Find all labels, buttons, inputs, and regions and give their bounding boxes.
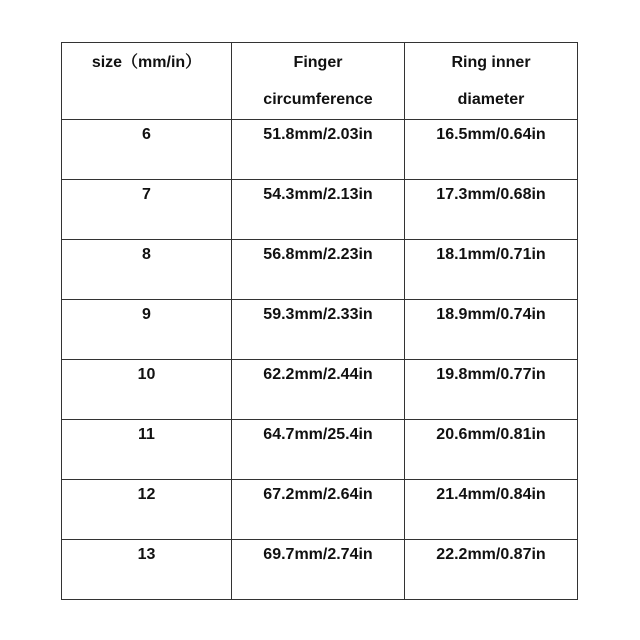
cell-diameter: 20.6mm/0.81in bbox=[405, 420, 578, 480]
table-row bbox=[62, 420, 578, 480]
table-header bbox=[62, 43, 578, 120]
cell-diameter: 21.4mm/0.84in bbox=[405, 480, 578, 540]
cell-size: 6 bbox=[62, 120, 232, 180]
cell-diameter: 22.2mm/0.87in bbox=[405, 540, 578, 600]
header-diameter-line2: diameter bbox=[457, 91, 525, 108]
table-row bbox=[62, 120, 578, 180]
header-size-label: size（mm/in） bbox=[91, 54, 202, 71]
cell-circumference: 69.7mm/2.74in bbox=[232, 540, 405, 600]
ring-size-table bbox=[61, 42, 578, 600]
header-circumference-line2: circumference bbox=[263, 91, 373, 108]
table-row bbox=[62, 180, 578, 240]
header-ring-inner-diameter bbox=[405, 43, 578, 120]
table-row bbox=[62, 480, 578, 540]
cell-size: 9 bbox=[62, 300, 232, 360]
cell-diameter: 18.1mm/0.71in bbox=[405, 240, 578, 300]
cell-circumference: 64.7mm/25.4in bbox=[232, 420, 405, 480]
cell-circumference: 56.8mm/2.23in bbox=[232, 240, 405, 300]
cell-circumference: 54.3mm/2.13in bbox=[232, 180, 405, 240]
header-row bbox=[62, 43, 578, 120]
table-body bbox=[62, 120, 578, 600]
cell-size: 10 bbox=[62, 360, 232, 420]
cell-circumference: 51.8mm/2.03in bbox=[232, 120, 405, 180]
cell-diameter: 19.8mm/0.77in bbox=[405, 360, 578, 420]
header-circumference-line1: Finger bbox=[293, 54, 343, 71]
cell-diameter: 17.3mm/0.68in bbox=[405, 180, 578, 240]
header-size bbox=[62, 43, 232, 120]
cell-diameter: 18.9mm/0.74in bbox=[405, 300, 578, 360]
table-row bbox=[62, 360, 578, 420]
cell-size: 7 bbox=[62, 180, 232, 240]
cell-circumference: 59.3mm/2.33in bbox=[232, 300, 405, 360]
cell-size: 13 bbox=[62, 540, 232, 600]
cell-size: 8 bbox=[62, 240, 232, 300]
table-row bbox=[62, 300, 578, 360]
header-diameter-line1: Ring inner bbox=[451, 54, 531, 71]
cell-diameter: 16.5mm/0.64in bbox=[405, 120, 578, 180]
cell-size: 12 bbox=[62, 480, 232, 540]
table-row bbox=[62, 240, 578, 300]
cell-circumference: 62.2mm/2.44in bbox=[232, 360, 405, 420]
cell-circumference: 67.2mm/2.64in bbox=[232, 480, 405, 540]
header-finger-circumference bbox=[232, 43, 405, 120]
cell-size: 11 bbox=[62, 420, 232, 480]
table-row bbox=[62, 540, 578, 600]
